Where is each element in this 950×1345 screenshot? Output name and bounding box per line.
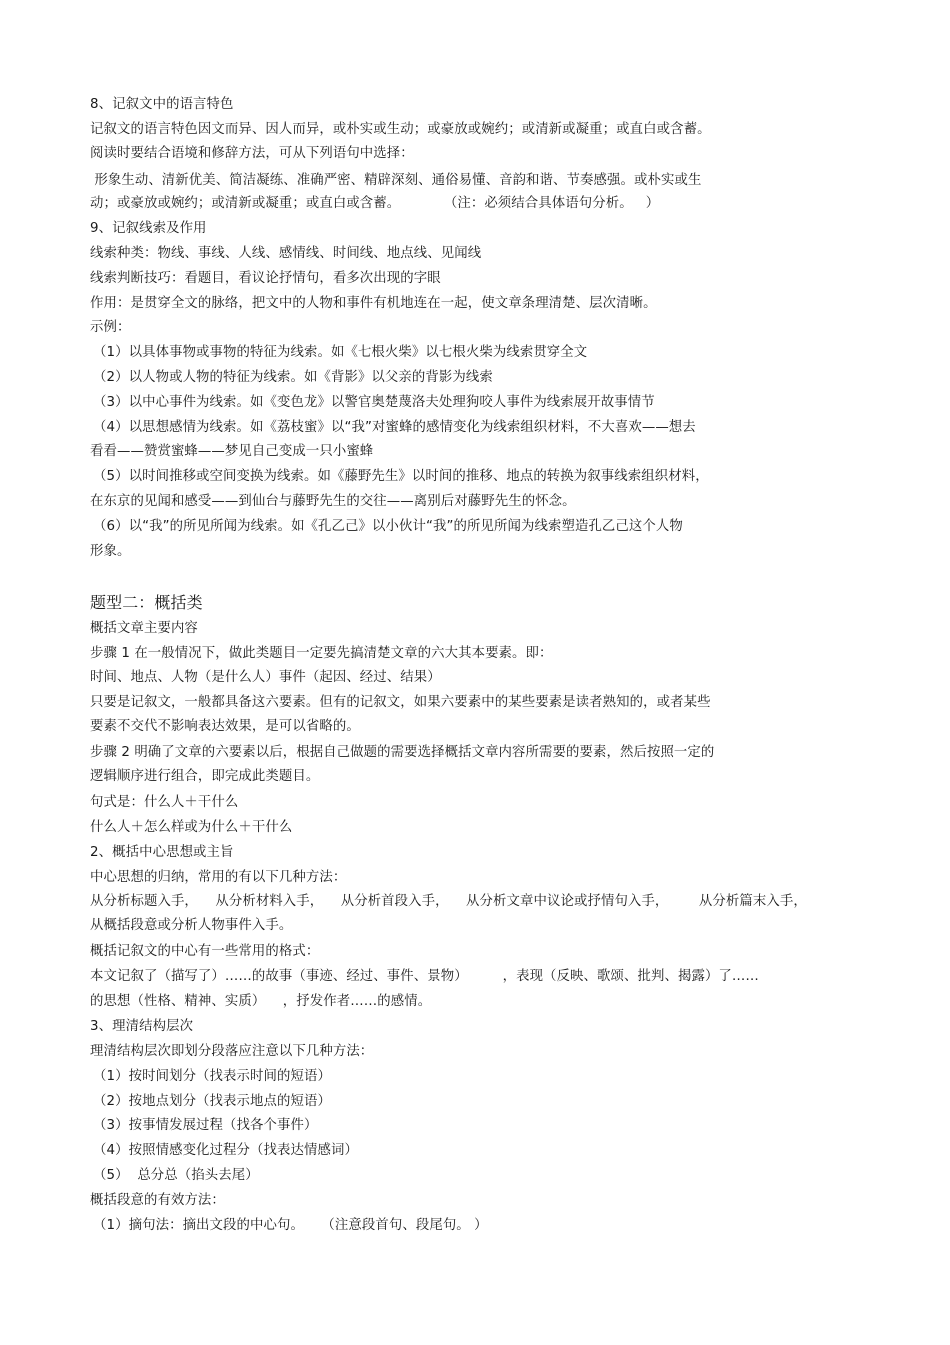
list-item: （5）以时间推移或空间变换为线索。如《藤野先生》以时间的推移、地点的转换为叙事线索组织材料，: [93, 469, 709, 484]
text-line: 形象生动、清新优美、简洁凝练、准确严密、精辟深刻、通俗易懂、音韵和谐、节奏感强。或朴实或生: [90, 173, 702, 188]
text-line: 只要是记叙文，一般都具备这六要素。但有的记叙文，如果六要素中的某些要素是读者熟知的，或者某些: [90, 695, 711, 710]
text-line: 示例：: [90, 320, 131, 335]
text-line: 中心思想的归纳，常用的有以下几种方法：: [90, 870, 347, 885]
heading-3: 3、理清结构层次: [90, 1019, 194, 1034]
heading-9: 9、记叙线索及作用: [90, 221, 207, 236]
list-item: （2）按地点划分（找表示地点的短语）: [93, 1094, 331, 1109]
text-line: 逻辑顺序进行组合，即完成此类题目。: [90, 769, 320, 784]
text-line: 的思想（性格、精神、实质） ，抒发作者……的感情。: [90, 994, 432, 1009]
text-line: 概括文章主要内容: [90, 621, 198, 636]
heading-2: 2、概括中心思想或主旨: [90, 845, 234, 860]
text-line: 步骤 1 在一般情况下，做此类题目一定要先搞清楚文章的六大其本要素。即：: [90, 646, 553, 661]
text-line: 句式是：什么人＋干什么: [90, 795, 239, 810]
list-item: （6）以“我”的所见所闻为线索。如《孔乙己》以小伙计“我”的所见所闻为线索塑造孔乙己这个人物: [93, 519, 683, 534]
text-line: 什么人＋怎么样或为什么＋干什么: [90, 820, 293, 835]
text-line: 在东京的见闻和感受——到仙台与藤野先生的交往——离别后对藤野先生的怀念。: [90, 494, 576, 509]
text-line: 线索种类：物线、事线、人线、感情线、时间线、地点线、见闻线: [90, 246, 482, 261]
list-item: （4）按照情感变化过程分（找表达情感词）: [93, 1143, 358, 1158]
heading-8: 8、记叙文中的语言特色: [90, 97, 234, 112]
text-line: 概括记叙文的中心有一些常用的格式：: [90, 944, 320, 959]
list-item: （1）按时间划分（找表示时间的短语）: [93, 1069, 331, 1084]
list-item: （1）摘句法：摘出文段的中心句。 （注意段首句、段尾句。 ）: [93, 1218, 488, 1233]
text-line: 线索判断技巧：看题目，看议论抒情句，看多次出现的字眼: [90, 271, 441, 286]
text-line: 本文记叙了（描写了）……的故事（事迹、经过、事件、景物） ，表现（反映、歌颂、批判、揭露）了……: [90, 969, 759, 984]
section-title: 题型二：概括类: [90, 593, 203, 612]
text-line: 概括段意的有效方法：: [90, 1193, 225, 1208]
list-item: （3）按事情发展过程（找各个事件）: [93, 1118, 318, 1133]
text-line: 看看——赞赏蜜蜂——梦见自己变成一只小蜜蜂: [90, 444, 374, 459]
list-item: （4）以思想感情为线索。如《荔枝蜜》以“我”对蜜蜂的感情变化为线索组织材料，不大喜欢——想去: [93, 420, 696, 435]
list-item: （3）以中心事件为线索。如《变色龙》以警官奥楚蔑洛夫处理狗咬人事件为线索展开故事情节: [93, 395, 655, 410]
list-item: （5） 总分总（掐头去尾）: [93, 1168, 259, 1183]
text-line: 作用：是贯穿全文的脉络，把文中的人物和事件有机地连在一起，使文章条理清楚、层次清晰。: [90, 296, 657, 311]
text-line: 时间、地点、人物（是什么人）事件（起因、经过、结果）: [90, 670, 441, 685]
text-line: 阅读时要结合语境和修辞方法，可从下列语句中选择：: [90, 146, 414, 161]
text-line: 要素不交代不影响表达效果，是可以省略的。: [90, 719, 360, 734]
text-line: 记叙文的语言特色因文而异、因人而异，或朴实或生动；或豪放或婉约；或清新或凝重；或直白或含蓄。: [90, 122, 711, 137]
text-line: 从概括段意或分析人物事件入手。: [90, 918, 293, 933]
list-item: （1）以具体事物或事物的特征为线索。如《七根火柴》以七根火柴为线索贯穿全文: [93, 345, 588, 360]
text-line: 动；或豪放或婉约；或清新或凝重；或直白或含蓄。 （注：必须结合具体语句分析。 ）: [90, 196, 660, 211]
text-line: 形象。: [90, 544, 131, 559]
list-item: （2）以人物或人物的特征为线索。如《背影》以父亲的背影为线索: [93, 370, 493, 385]
text-line: 理清结构层次即划分段落应注意以下几种方法：: [90, 1044, 374, 1059]
text-line: 从分析标题入手， 从分析材料入手， 从分析首段入手， 从分析文章中议论或抒情句入手， 从分析篇末入手，: [90, 894, 807, 909]
text-line: 步骤 2 明确了文章的六要素以后，根据自己做题的需要选择概括文章内容所需要的要素，然后按照一定的: [90, 745, 715, 760]
